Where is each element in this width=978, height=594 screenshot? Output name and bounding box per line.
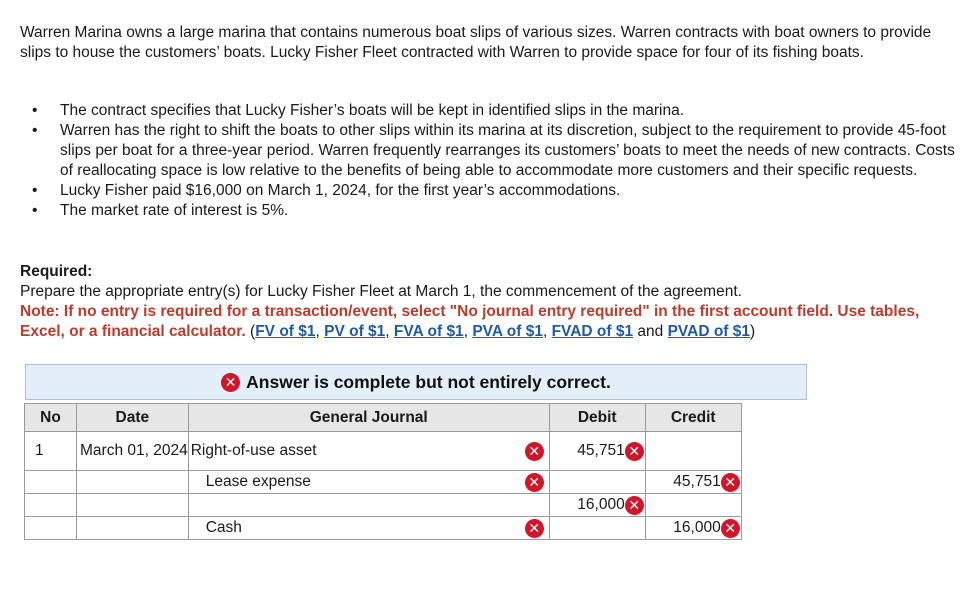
pva-table-link[interactable]: PVA of $1	[472, 323, 543, 340]
account-cell[interactable]	[188, 432, 549, 471]
bullet-text: Lucky Fisher paid $16,000 on March 1, 2024, for the first year’s accommodations.	[60, 182, 621, 199]
table-row	[25, 471, 742, 494]
table-row	[25, 517, 742, 540]
incorrect-icon: ✕	[525, 442, 544, 461]
fva-table-link[interactable]: FVA of $1	[393, 323, 464, 340]
date-cell[interactable]: March 01, 2024	[77, 432, 189, 471]
debit-cell[interactable]	[549, 517, 645, 540]
col-header-no: No	[25, 404, 77, 432]
col-header-date: Date	[77, 404, 189, 432]
incorrect-icon: ✕	[525, 473, 544, 492]
incorrect-icon: ✕	[625, 496, 644, 515]
debit-cell[interactable]	[549, 432, 645, 471]
answer-status-banner	[25, 364, 807, 400]
col-header-debit: Debit	[549, 404, 645, 432]
table-row	[25, 432, 742, 471]
fvad-table-link[interactable]: FVAD of $1	[551, 323, 634, 340]
incorrect-icon: ✕	[721, 519, 740, 538]
credit-cell[interactable]	[645, 517, 741, 540]
credit-amount: 45,751	[673, 473, 721, 490]
required-text: Prepare the appropriate entry(s) for Lucky Fisher Fleet at March 1, the commencement of the agreement.	[20, 283, 742, 300]
credit-cell[interactable]	[645, 494, 741, 517]
bullet-text: The contract specifies that Lucky Fisher’s boats will be kept in identified slips in the marina.	[60, 102, 685, 119]
list-item: • The contract specifies that Lucky Fisher’s boats will be kept in identified slips in the marina.	[32, 102, 685, 119]
col-header-general-journal: General Journal	[188, 404, 549, 432]
answer-status-text: Answer is complete but not entirely correct.	[246, 371, 611, 392]
pv-table-link[interactable]: PV of $1	[324, 323, 386, 340]
account-name: Right-of-use asset	[190, 442, 317, 459]
account-cell[interactable]	[188, 494, 549, 517]
journal-entry-table	[24, 403, 742, 540]
list-item: • Warren has the right to shift the boats to other slips within its marina at its discretion, subject to the requirement to provide 45-foot slips per boat for a three-year period. Warren frequently rearranges its customers’ boats to meet the needs of new contracts. Costs of reallocating space is low relative to the benefits of being able to accommodate more customers and their specific requests.	[32, 122, 955, 179]
debit-cell[interactable]	[549, 494, 645, 517]
incorrect-icon: ✕	[525, 519, 544, 538]
account-name: Cash	[205, 519, 242, 536]
credit-amount: 16,000	[673, 519, 721, 536]
date-cell[interactable]	[77, 494, 189, 517]
entry-number	[25, 471, 77, 494]
pvad-table-link[interactable]: PVAD of $1	[667, 323, 750, 340]
facts-list	[20, 101, 965, 221]
credit-cell[interactable]	[645, 432, 741, 471]
entry-number: 1	[25, 432, 77, 471]
list-item: • Lucky Fisher paid $16,000 on March 1, 2024, for the first year’s accommodations.	[32, 182, 621, 199]
debit-amount: 45,751	[577, 442, 625, 459]
required-section	[20, 262, 965, 342]
required-label: Required:	[20, 263, 93, 280]
credit-cell[interactable]	[645, 471, 741, 494]
col-header-credit: Credit	[645, 404, 741, 432]
date-cell[interactable]	[77, 471, 189, 494]
entry-number	[25, 494, 77, 517]
incorrect-icon: ✕	[221, 373, 240, 392]
bullet-text: The market rate of interest is 5%.	[60, 202, 289, 219]
bullet-text: Warren has the right to shift the boats to other slips within its marina at its discretion, subject to the requirement to provide 45-foot slips per boat for a three-year period. Warren frequently rearranges its customers’ boats to meet the needs of new contracts. Costs of reallocating space is low relative to the benefits of being able to accommodate more customers and their specific requests.	[60, 122, 955, 179]
debit-amount: 16,000	[577, 496, 625, 513]
date-cell[interactable]	[77, 517, 189, 540]
entry-number	[25, 517, 77, 540]
table-row	[25, 494, 742, 517]
account-cell[interactable]	[188, 517, 549, 540]
account-cell[interactable]	[188, 471, 549, 494]
incorrect-icon: ✕	[721, 473, 740, 492]
debit-cell[interactable]	[549, 471, 645, 494]
list-item: • The market rate of interest is 5%.	[32, 202, 289, 219]
account-name: Lease expense	[205, 473, 311, 490]
incorrect-icon: ✕	[625, 442, 644, 461]
fv-table-link[interactable]: FV of $1	[255, 323, 316, 340]
problem-intro: Warren Marina owns a large marina that contains numerous boat slips of various sizes. Warren contracts with boat owners to provide slips to house the customers’ boats. Lucky Fisher Fleet contracted with Warren to provide space for four of its fishing boats.	[20, 24, 932, 61]
note-text: Note: If no entry is required for a transaction/event, select "No journal entry required" in the first account field. Use tables, Excel, or a financial calculator. (FV of $1, PV of $1, FVA of $1, PVA of $1, FVAD of $1 and PVAD of $1)	[20, 303, 920, 340]
